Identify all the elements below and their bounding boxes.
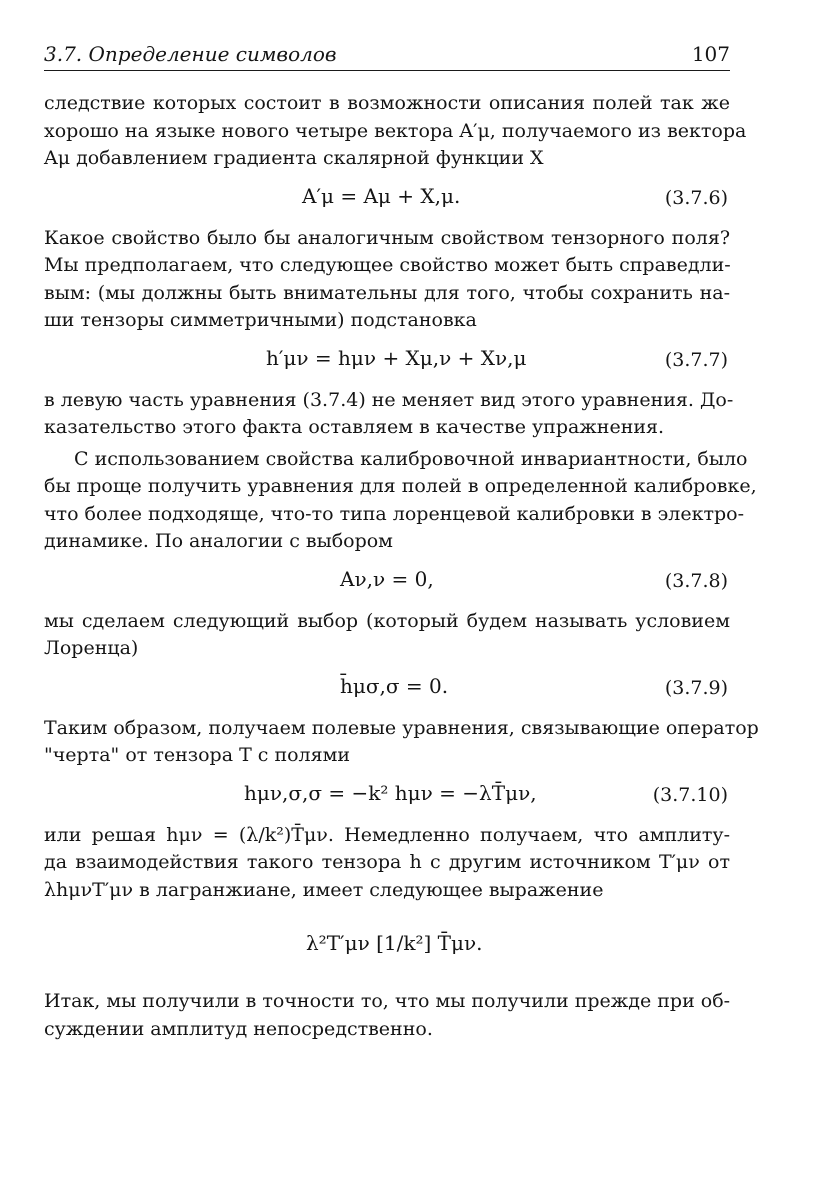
text-line: вым: (мы должны быть внимательны для того, чтобы сохранить на- [44, 281, 730, 304]
text-line: Какое свойство было бы аналогичным свойством тензорного поля? [44, 226, 730, 249]
paragraph-7 [44, 822, 730, 905]
paragraph-1 [44, 90, 747, 173]
paragraph-2 [44, 225, 730, 335]
equation-formula: Aν,ν = 0, [340, 566, 434, 591]
page-body [44, 90, 759, 1043]
text-line: ши тензоры симметричными) подстановка [44, 309, 477, 331]
equation-3-7-10 [44, 776, 730, 816]
paragraph-6 [44, 715, 759, 770]
text-line: динамике. По аналогии с выбором [44, 530, 393, 552]
equation-3-7-6 [44, 179, 730, 219]
text-line: Aμ добавлением градиента скалярной функции X [44, 147, 544, 169]
text-line: бы проще получить уравнения для полей в определенной калибровке, [44, 475, 757, 497]
equation-number: (3.7.8) [664, 569, 728, 592]
text-line: С использованием свойства калибровочной инвариантности, было [74, 447, 748, 470]
equation-3-7-9 [44, 669, 730, 709]
text-line: мы сделаем следующий выбор (который будем называть условием [44, 609, 730, 632]
equation-3-7-8 [44, 562, 730, 602]
equation-number: (3.7.6) [664, 186, 728, 209]
text-line: следствие которых состоит в возможности описания полей так же [44, 92, 730, 114]
text-line: или решая hμν = (λ/k²)T̄μν. Немедленно получаем, что амплиту- [44, 823, 730, 846]
text-line: Итак, мы получили в точности то, что мы получили прежде при об- [44, 990, 731, 1012]
equation-formula: hμν,σ,σ = −k² hμν = −λT̄μν, [244, 780, 537, 805]
section-title: 3.7. Определение символов [44, 42, 337, 66]
equation-formula: h′μν = hμν + Xμ,ν + Xν,μ [266, 345, 527, 370]
text-line: суждении амплитуд непосредственно. [44, 1017, 433, 1040]
equation-amplitude [44, 910, 730, 982]
page-number: 107 [691, 42, 730, 66]
text-line: казательство этого факта оставляем в качестве упражнения. [44, 416, 665, 438]
equation-number: (3.7.9) [664, 676, 728, 699]
text-line: хорошо на языке нового четыре вектора A′μ, получаемого из вектора [44, 119, 747, 142]
paragraph-4 [44, 446, 757, 556]
paragraph-8 [44, 988, 730, 1043]
text-line: λhμνT′μν в лагранжиане, имеет следующее выражение [44, 878, 604, 901]
equation-formula: h̄μσ,σ = 0. [340, 673, 449, 698]
paragraph-3 [44, 387, 734, 442]
equation-number: (3.7.10) [652, 783, 728, 806]
text-line: Мы предполагаем, что следующее свойство может быть справедли- [44, 254, 731, 276]
text-line: Лоренца) [44, 637, 139, 659]
equation-formula: λ²T′μν [1/k²] T̄μν. [306, 931, 483, 955]
text-line: Таким образом, получаем полевые уравнения, связывающие оператор [44, 716, 759, 739]
paragraph-5 [44, 608, 730, 663]
running-header [44, 40, 730, 71]
equation-formula: A′μ = Aμ + X,μ. [302, 183, 461, 208]
text-line: что более подходяще, что-то типа лоренцевой калибровки в электро- [44, 502, 745, 525]
text-line: "черта" от тензора T с полями [44, 744, 351, 766]
equation-number: (3.7.7) [664, 348, 728, 371]
text-line: в левую часть уравнения (3.7.4) не меняет вид этого уравнения. До- [44, 388, 734, 411]
equation-3-7-7 [44, 341, 730, 381]
text-line: да взаимодействия такого тензора h с другим источником T′μν от [44, 851, 730, 873]
